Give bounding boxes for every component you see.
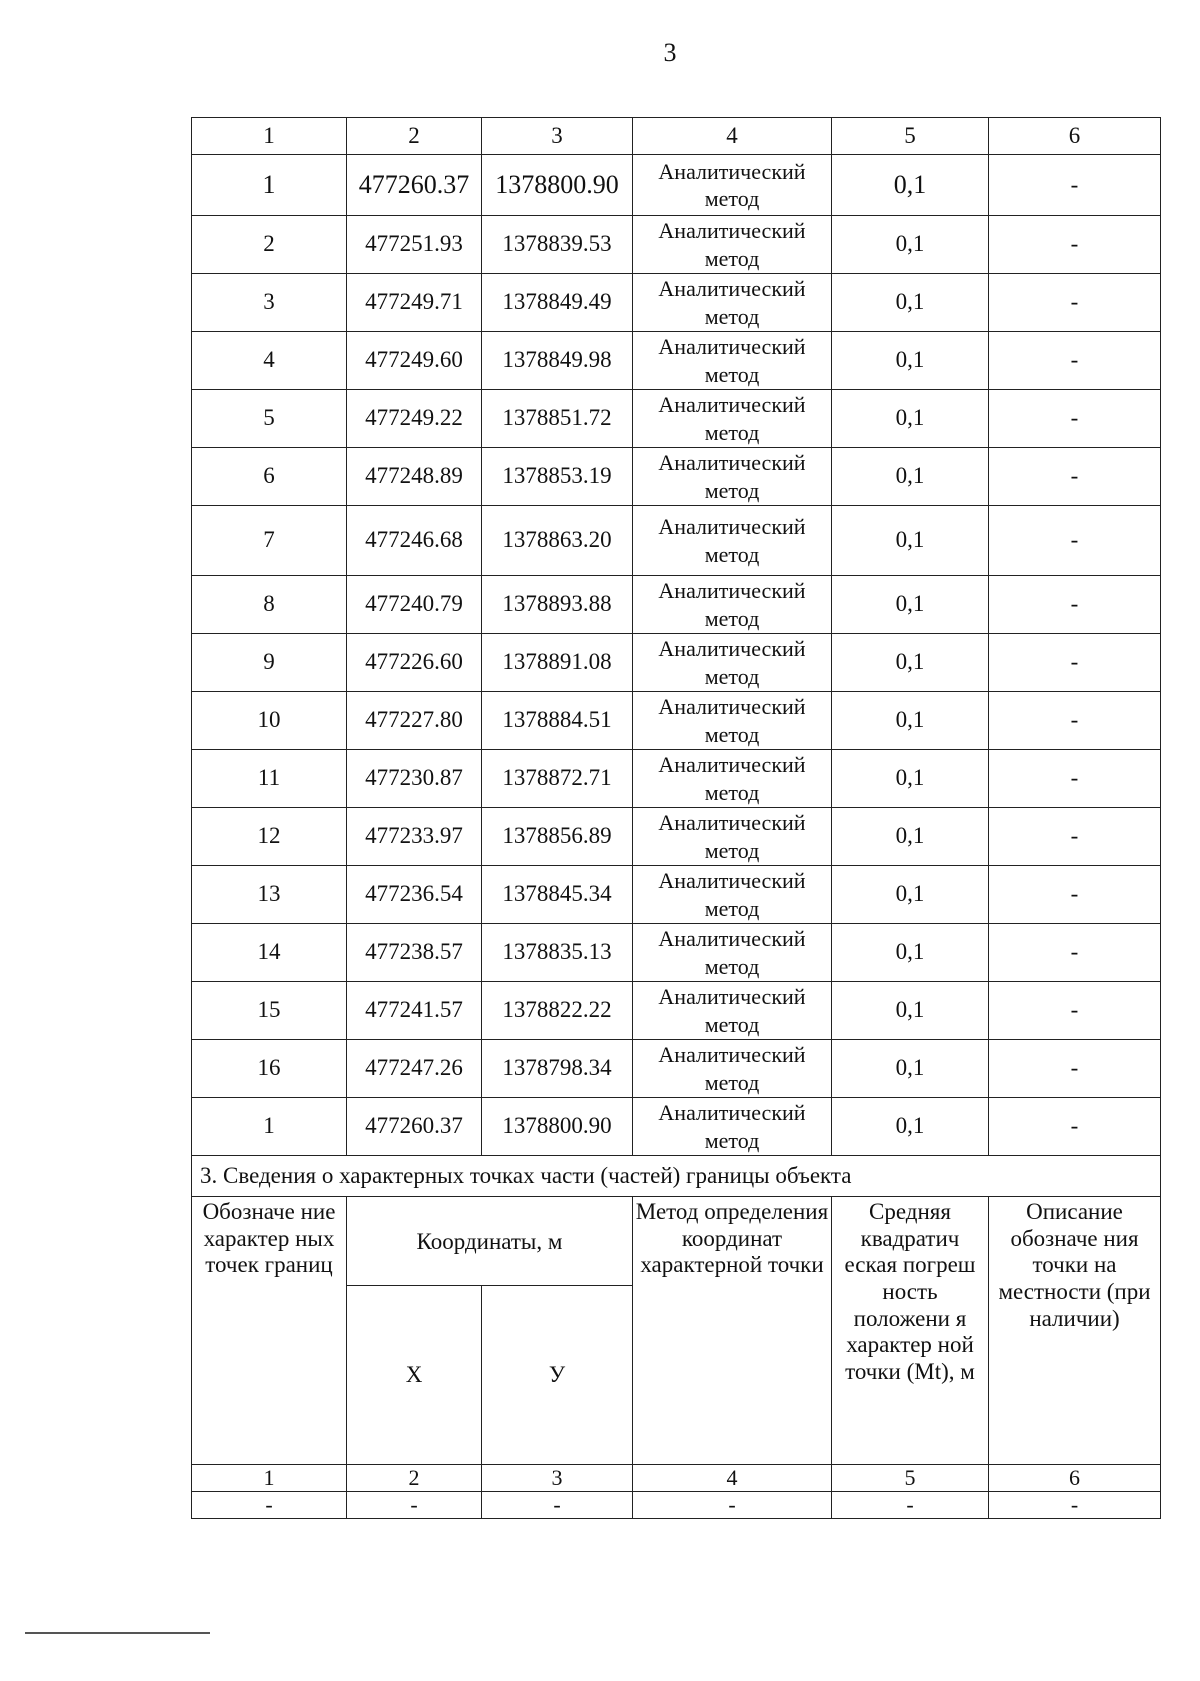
table-row [192,808,1161,866]
y-coordinate-cell: 1378800.90 [482,155,633,216]
header-description: Описание обозначе ния точки на местности (при наличии) [989,1197,1161,1465]
column-number: 2 [347,1465,482,1492]
header-point-designation: Обозначе ние характер ных точек границ [192,1197,347,1465]
mean-error-cell: 0,1 [832,750,989,808]
description-cell: - [989,808,1161,866]
column-number: 6 [989,118,1161,155]
y-coordinate-cell: 1378849.98 [482,332,633,390]
x-coordinate-cell: 477249.60 [347,332,482,390]
column-number: 4 [633,118,832,155]
x-coordinate-cell: 477260.37 [347,155,482,216]
method-cell: Аналитический метод [633,692,832,750]
description-cell: - [989,866,1161,924]
column-number: 4 [633,1465,832,1492]
method-cell: Аналитический метод [633,448,832,506]
x-coordinate-cell: 477226.60 [347,634,482,692]
method-cell: Аналитический метод [633,274,832,332]
mean-error-cell: 0,1 [832,1040,989,1098]
mean-error-cell: 0,1 [832,155,989,216]
description-cell: - [989,332,1161,390]
mean-error-cell: 0,1 [832,866,989,924]
method-cell: Аналитический метод [633,750,832,808]
description-cell: - [989,390,1161,448]
description-cell: - [989,576,1161,634]
method-cell: Аналитический метод [633,924,832,982]
table-row [192,390,1161,448]
method-cell: Аналитический метод [633,982,832,1040]
mean-error-cell: 0,1 [832,576,989,634]
description-cell: - [989,216,1161,274]
header-coordinates: Координаты, м [347,1197,633,1286]
column-number: 5 [832,118,989,155]
point-number-cell: 1 [192,155,347,216]
method-cell: Аналитический метод [633,1040,832,1098]
y-coordinate-cell: 1378863.20 [482,506,633,576]
x-coordinate-cell: 477233.97 [347,808,482,866]
point-number-cell: 4 [192,332,347,390]
mean-error-cell: 0,1 [832,982,989,1040]
mean-error-cell: 0,1 [832,332,989,390]
header-method: Метод определения координат характерной точки [633,1197,832,1465]
column-number: 3 [482,1465,633,1492]
y-coordinate-cell: 1378853.19 [482,448,633,506]
point-number-cell: 1 [192,1098,347,1156]
y-coordinate-cell: 1378872.71 [482,750,633,808]
boundary-points-table [191,117,1161,1519]
y-coordinate-cell: 1378893.88 [482,576,633,634]
y-coordinate-cell: 1378800.90 [482,1098,633,1156]
mean-error-cell: 0,1 [832,692,989,750]
x-coordinate-cell: 477260.37 [347,1098,482,1156]
table-row [192,750,1161,808]
page-number: 3 [663,38,677,67]
y-coordinate-cell: 1378851.72 [482,390,633,448]
mean-error-cell: 0,1 [832,634,989,692]
description-cell: - [989,982,1161,1040]
description-cell: - [989,448,1161,506]
table-row [192,634,1161,692]
empty-cell: - [989,1492,1161,1519]
column-number: 5 [832,1465,989,1492]
method-cell: Аналитический метод [633,155,832,216]
column-number-row [192,118,1161,155]
point-number-cell: 13 [192,866,347,924]
column-number: 3 [482,118,633,155]
point-number-cell: 2 [192,216,347,274]
y-coordinate-cell: 1378856.89 [482,808,633,866]
mean-error-cell: 0,1 [832,808,989,866]
point-number-cell: 6 [192,448,347,506]
table-row [192,332,1161,390]
table-row [192,448,1161,506]
empty-cell: - [482,1492,633,1519]
point-number-cell: 10 [192,692,347,750]
point-number-cell: 14 [192,924,347,982]
y-coordinate-cell: 1378849.49 [482,274,633,332]
table-row [192,155,1161,216]
y-coordinate-cell: 1378845.34 [482,866,633,924]
mean-error-cell: 0,1 [832,1098,989,1156]
point-number-cell: 11 [192,750,347,808]
column-number: 6 [989,1465,1161,1492]
table-row [192,692,1161,750]
table-row [192,506,1161,576]
section-3-empty-row [192,1492,1161,1519]
section-3-title: 3. Сведения о характерных точках части (частей) границы объекта [192,1156,1161,1197]
point-number-cell: 9 [192,634,347,692]
y-coordinate-cell: 1378835.13 [482,924,633,982]
x-coordinate-cell: 477236.54 [347,866,482,924]
x-coordinate-cell: 477249.22 [347,390,482,448]
header-y: У [482,1286,633,1465]
section-3-header-row [192,1197,1161,1286]
x-coordinate-cell: 477251.93 [347,216,482,274]
empty-cell: - [633,1492,832,1519]
section-3-number-row [192,1465,1161,1492]
column-number: 2 [347,118,482,155]
empty-cell: - [832,1492,989,1519]
table-row [192,1040,1161,1098]
method-cell: Аналитический метод [633,634,832,692]
point-number-cell: 15 [192,982,347,1040]
header-x: Х [347,1286,482,1465]
table-row [192,982,1161,1040]
mean-error-cell: 0,1 [832,448,989,506]
description-cell: - [989,924,1161,982]
mean-error-cell: 0,1 [832,216,989,274]
mean-error-cell: 0,1 [832,390,989,448]
method-cell: Аналитический метод [633,332,832,390]
x-coordinate-cell: 477241.57 [347,982,482,1040]
empty-cell: - [192,1492,347,1519]
mean-error-cell: 0,1 [832,506,989,576]
point-number-cell: 3 [192,274,347,332]
y-coordinate-cell: 1378798.34 [482,1040,633,1098]
description-cell: - [989,506,1161,576]
point-number-cell: 7 [192,506,347,576]
column-number: 1 [192,118,347,155]
description-cell: - [989,634,1161,692]
description-cell: - [989,274,1161,332]
table-row [192,1098,1161,1156]
empty-cell: - [347,1492,482,1519]
y-coordinate-cell: 1378884.51 [482,692,633,750]
table-row [192,866,1161,924]
y-coordinate-cell: 1378891.08 [482,634,633,692]
point-number-cell: 16 [192,1040,347,1098]
description-cell: - [989,1098,1161,1156]
description-cell: - [989,1040,1161,1098]
x-coordinate-cell: 477246.68 [347,506,482,576]
x-coordinate-cell: 477230.87 [347,750,482,808]
method-cell: Аналитический метод [633,216,832,274]
description-cell: - [989,692,1161,750]
method-cell: Аналитический метод [633,1098,832,1156]
y-coordinate-cell: 1378822.22 [482,982,633,1040]
table-row [192,274,1161,332]
x-coordinate-cell: 477249.71 [347,274,482,332]
column-number: 1 [192,1465,347,1492]
method-cell: Аналитический метод [633,866,832,924]
method-cell: Аналитический метод [633,576,832,634]
table-row [192,576,1161,634]
x-coordinate-cell: 477238.57 [347,924,482,982]
x-coordinate-cell: 477227.80 [347,692,482,750]
header-mean-error: Средняя квадратич еская погреш ность положени я характер ной точки (Mt), м [832,1197,989,1465]
x-coordinate-cell: 477248.89 [347,448,482,506]
y-coordinate-cell: 1378839.53 [482,216,633,274]
point-number-cell: 8 [192,576,347,634]
method-cell: Аналитический метод [633,506,832,576]
table-row [192,924,1161,982]
method-cell: Аналитический метод [633,808,832,866]
footnote-rule [25,1632,210,1634]
description-cell: - [989,155,1161,216]
section-3-title-row [192,1156,1161,1197]
point-number-cell: 12 [192,808,347,866]
table-row [192,216,1161,274]
method-cell: Аналитический метод [633,390,832,448]
x-coordinate-cell: 477240.79 [347,576,482,634]
point-number-cell: 5 [192,390,347,448]
mean-error-cell: 0,1 [832,924,989,982]
description-cell: - [989,750,1161,808]
x-coordinate-cell: 477247.26 [347,1040,482,1098]
mean-error-cell: 0,1 [832,274,989,332]
